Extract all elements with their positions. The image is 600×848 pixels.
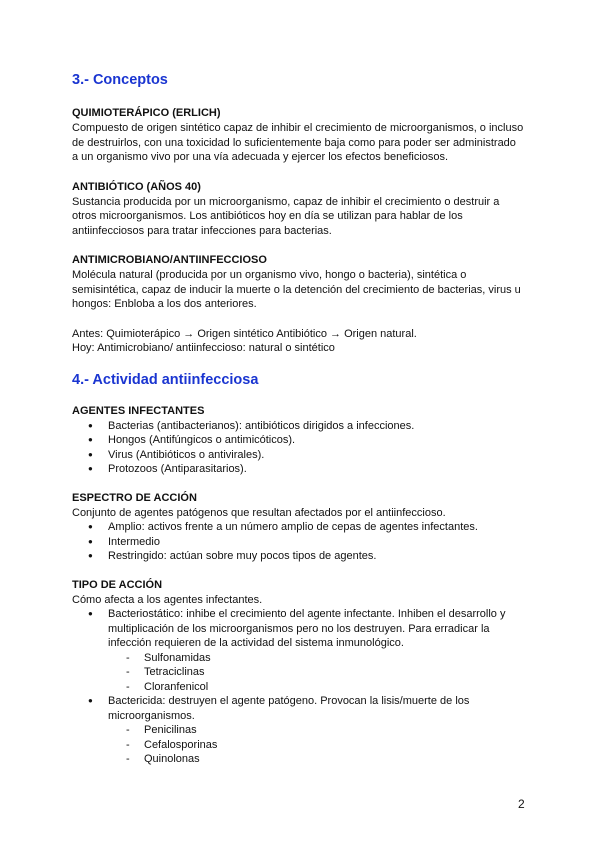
bactericida-line: ● Bactericida: destruyen el agente patógeno. Provocan la lisis/muerte de los xyxy=(108,695,470,707)
page-number: 2 xyxy=(518,797,525,811)
antibiotico-block xyxy=(72,180,540,239)
quimioterapico-heading: QUIMIOTERÁPICO (ERLICH) xyxy=(72,107,221,119)
list-item: ● Hongos (Antifúngicos o antimicóticos). xyxy=(72,433,540,448)
list-item: ● Amplio: activos frente a un número amplio de cepas de agentes infectantes. xyxy=(72,520,540,535)
example-item: - Penicilinas xyxy=(108,723,540,738)
example-item: - Quinolonas xyxy=(108,752,540,767)
list-item: ● Bacterias (antibacterianos): antibióticos dirigidos a infecciones. xyxy=(72,419,540,434)
tipo-intro: Cómo afecta a los agentes infectantes. xyxy=(72,593,263,606)
espectro-list xyxy=(72,520,540,564)
bactericida-line: microorganismos. xyxy=(108,709,195,722)
antimicrobiano-line: hongos: Enbloba a los dos anteriores. xyxy=(72,298,257,310)
page-content xyxy=(72,70,540,767)
bacteriostatico-line: ● Bacteriostático: inhibe el crecimiento del agente infectante. Inhiben el desarrollo y xyxy=(108,608,506,620)
quimioterapico-line: a un organismo vivo por una vía adecuada y ejercer los efectos beneficiosos. xyxy=(72,151,449,163)
tipo-block xyxy=(72,578,540,767)
example-item: - Cloranfenicol xyxy=(108,680,540,695)
antimicrobiano-line: Molécula natural (producida por un organismo vivo, hongo o bacteria), sintética o xyxy=(72,269,467,281)
espectro-heading: ESPECTRO DE ACCIÓN xyxy=(72,491,197,504)
bacteriostatico-line: infección requieren de la actividad del sistema inmunológico. xyxy=(108,637,404,649)
antibiotico-heading: ANTIBIÓTICO (AÑOS 40) xyxy=(72,180,201,193)
quimioterapico-line: Compuesto de origen sintético capaz de inhibir el crecimiento de microorganismos, o incluso xyxy=(72,122,524,134)
summary-block xyxy=(72,327,540,356)
bactericida-examples xyxy=(108,723,540,767)
example-item: - Sulfonamidas xyxy=(108,651,540,666)
agentes-heading: AGENTES INFECTANTES xyxy=(72,404,205,417)
espectro-block xyxy=(72,491,540,564)
antimicrobiano-heading: ANTIMICROBIANO/ANTIINFECCIOSO xyxy=(72,254,267,266)
agentes-block xyxy=(72,404,540,477)
list-item: ● Restringido: actúan sobre muy pocos tipos de agentes. xyxy=(72,549,540,564)
list-item: ● Protozoos (Antiparasitarios). xyxy=(72,462,540,477)
hoy-line: Hoy: Antimicrobiano/ antiinfeccioso: natural o sintético xyxy=(72,342,335,354)
tipo-list xyxy=(72,607,540,767)
antes-line: Antes: Quimioterápico → Origen sintético Antibiótico → Origen natural. xyxy=(72,327,417,340)
list-item: ● Intermedio xyxy=(72,535,540,550)
tipo-heading: TIPO DE ACCIÓN xyxy=(72,578,163,591)
antimicrobiano-line: semisintética, capaz de inducir la muerte o la detención del crecimiento de bacterias, virus u xyxy=(72,283,521,296)
bacteriostatico-examples xyxy=(108,651,540,695)
bacteriostatico-line: multiplicación de los microorganismos pero no los destruyen. Para erradicar la xyxy=(108,622,490,635)
antibiotico-line: antiinfecciosos para tratar infecciones para bacterias. xyxy=(72,224,332,237)
antibiotico-line: otros microorganismos. Los antibióticos hoy en día se utilizan para hablar de los xyxy=(72,210,463,222)
section-4-title: 4.- Actividad antiinfecciosa xyxy=(72,371,259,388)
bactericida-item xyxy=(72,694,540,767)
section-3-title: 3.- Conceptos xyxy=(72,72,168,88)
antimicrobiano-block xyxy=(72,253,540,312)
example-item: - Tetraciclinas xyxy=(108,665,540,680)
antibiotico-line: Sustancia producida por un microorganismo, capaz de inhibir el crecimiento o destruir a xyxy=(72,195,500,208)
espectro-intro: Conjunto de agentes patógenos que resultan afectados por el antiinfeccioso. xyxy=(72,506,446,519)
list-item: ● Virus (Antibióticos o antivirales). xyxy=(72,448,540,463)
quimioterapico-line: de destruirlos, con una toxicidad lo suficientemente baja como para poder ser administrado xyxy=(72,136,516,149)
agentes-list xyxy=(72,419,540,477)
bacteriostatico-item xyxy=(72,607,540,694)
quimioterapico-block xyxy=(72,106,540,165)
example-item: - Cefalosporinas xyxy=(108,738,540,753)
